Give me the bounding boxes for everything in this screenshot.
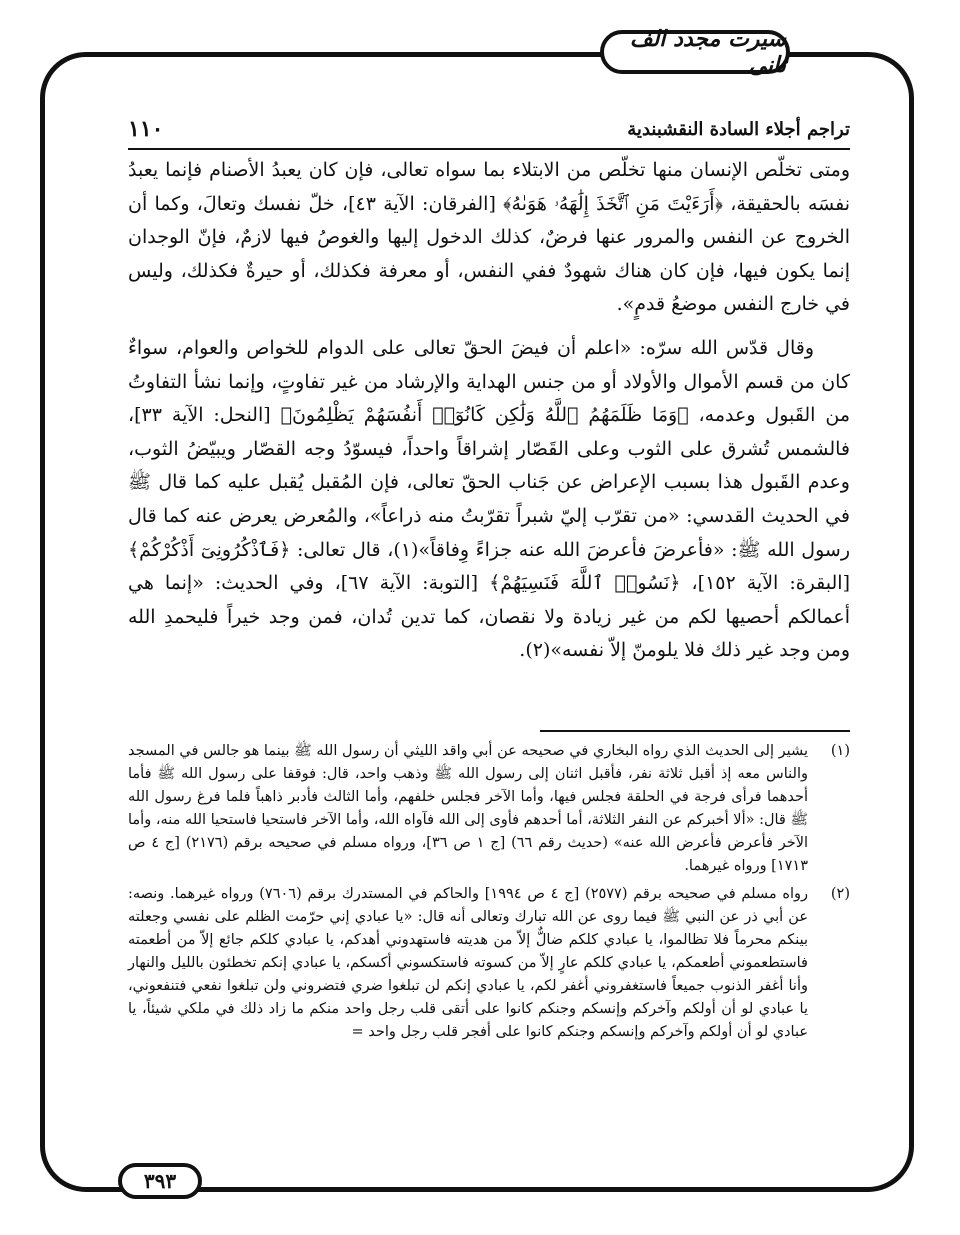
footnote-text: رواه مسلم في صحيحه برقم (٢٥٧٧) [ج ٤ ص ١٩٩٤] والحاكم في المستدرك برقم (٧٦٠٦) ورواه غيرهما. ونصه: عن أبي ذر عن النبي ﷺ فيما روى عن الله تبارك وتعالى أنه قال: «يا عبادي إني حرّمت الظلم على نفسي وجعلته بينكم محرماً فلا تظالموا، يا عبادي كلكم ضالٌّ إلاّ من هديته فاستهدوني أهدكم، يا عبادي كلكم جائع إلاّ من أطعمته فاستطعموني أطعمكم، يا عبادي كلكم عارٍ إلاّ من كسوته فاستكسوني أكسكم، يا عبادي إنكم تخطئون بالليل والنهار وأنا أغفر الذنوب جميعاً فاستغفروني أغفر لكم، يا عبادي إنكم لن تبلغوا ضري فتضروني ولن تبلغوا نفعي فتنفعوني، يا عبادي لو أن أولكم وآخركم وإنسكم وجنكم كانوا على أتقى قلب رجل واحد منكم ما زاد ذلك في ملكي شيئاً، يا عبادي لو أن أولكم وآخركم وإنسكم وجنكم كانوا على أفجر قلب رجل واحد =: [128, 886, 808, 1040]
main-text: [128, 154, 850, 668]
footnotes: [128, 740, 850, 1049]
page-header: [128, 112, 850, 146]
book-title-tab: [600, 26, 790, 78]
original-page-number: ٣٩٣: [143, 1169, 177, 1193]
original-page-number-tab: [118, 1163, 202, 1199]
paragraph: ومتى تخلّص الإنسان منها تخلّص من الابتلاء بما سواه تعالى، فإن كان يعبدُ الأصنام فإنما يعبدُ نفسَه بالحقيقة، ﴿أَرَءَيْتَ مَنِ ٱتَّخَذَ إِلَٰهَهُۥ هَوَىٰهُ﴾ [الفرقان: الآية ٤٣]، خلّ نفسك وتعالَ، وكما أن الخروج عن النفس والمرور عنها فرضٌ، كذلك الدخول إليها والغوصُ فيها لازمٌ، فإنّ الوجدان إنما يكون فيها، فإن كان هناك شهودٌ ففي النفس، أو معرفة فكذلك، أو حيرةٌ فكذلك، وليس في خارج النفس موضعُ قدمٍ».: [128, 159, 850, 316]
running-title: تراجم أجلاء السادة النقشبندية: [627, 118, 850, 140]
footnote: [128, 883, 850, 1044]
footnote: [128, 740, 850, 878]
footnote-number: (٢): [830, 886, 850, 902]
header-rule: [128, 148, 850, 150]
footnote-separator: [540, 730, 850, 732]
footnote-number: (١): [830, 743, 850, 759]
book-title-text: سیرت مجدد الف ثانی: [629, 26, 786, 78]
footnote-text: يشير إلى الحديث الذي رواه البخاري في صحيحه عن أبي واقد الليثي أن رسول الله ﷺ بينما هو جالس في المسجد والناس معه إذ أقبل ثلاثة نفر، فأقبل اثنان إلى رسول الله ﷺ وذهب واحد، قال: فوقفا على رسول الله ﷺ فأما أحدهما فرأى فرجة في الحلقة فجلس فيها، وأما الآخر فجلس خلفهم، وأما الثالث فأدبر ذاهباً فلما فرغ رسول الله ﷺ قال: «ألا أخبركم عن النفر الثلاثة، أما أحدهم فأوى إلى الله فآواه الله، وأما الآخر فاستحيا فاستحيا الله منه، وأما الآخر فأعرض فأعرض الله عنه» (حديث رقم ٦٦) [ج ١ ص ٣٦]، ورواه مسلم في صحيحه برقم (٢١٧٦) [ج ٤ ص ١٧١٣] ورواه غيرهما.: [128, 743, 809, 874]
page-number: ١١٠: [128, 116, 164, 142]
paragraph: وقال قدّس الله سرّه: «اعلم أن فيضَ الحقّ تعالى على الدوام للخواص والعوام، سواءٌ كان من قسم الأموال والأولاد أو من جنس الهداية والإرشاد من غير تفاوتٍ، وإنما نشأ التفاوتُ من القَبول وعدمه، ﴿وَمَا ظَلَمَهُمُ ٱللَّهُ وَلَٰكِن كَانُوٓا۟ أَنفُسَهُمْ يَظْلِمُونَ﴾ [النحل: الآية ٣٣]، فالشمس تُشرق على الثوب وعلى القَصّار إشراقاً واحداً، فيسوّدُ وجه القصّار ويبيّضُ الثوب، وعدم القَبول هذا بسبب الإعراض عن جَناب الحقّ تعالى، فإن المُقبل يُقبل عليه كما قال ﷺ في الحديث القدسي: «من تقرّب إليّ شبراً تقرّبتُ منه ذراعاً»، والمُعرض يعرض عنه كما قال رسول الله ﷺ: «فأعرضَ فأعرضَ الله عنه جزاءً وِفاقاً»(١)، قال تعالى: ﴿فَٱذْكُرُونِىٓ أَذْكُرْكُمْ﴾ [البقرة: الآية ١٥٢]، ﴿نَسُوا۟ ٱللَّهَ فَنَسِيَهُمْ﴾ [التوبة: الآية ٦٧]، وفي الحديث: «إنما هي أعمالكم أحصيها لكم من غير زيادة ولا نقصان، كما تدين تُدان، فمن وجد خيراً فليحمدِ الله ومن وجد غير ذلك فلا يلومنّ إلاّ نفسه»(٢).: [128, 336, 850, 662]
